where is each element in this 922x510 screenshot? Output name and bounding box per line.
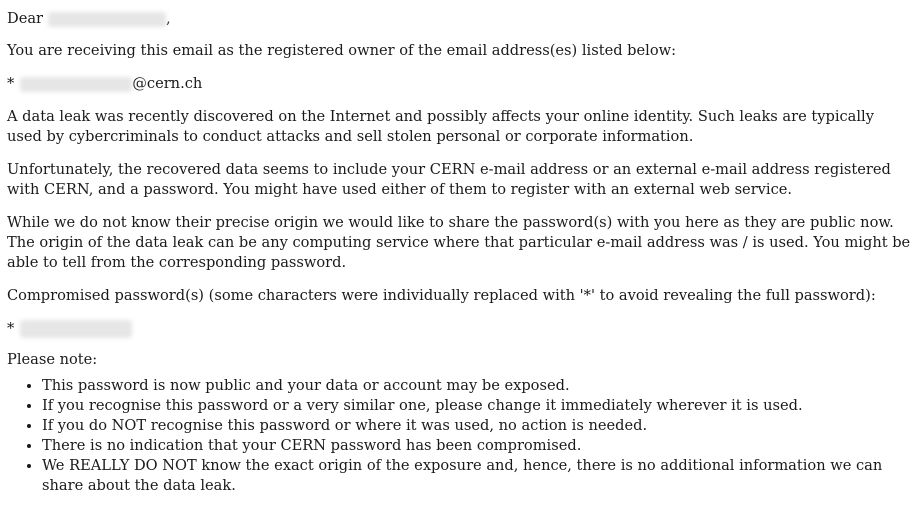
redacted-email-user [20,77,132,92]
redacted-recipient-name [48,12,166,27]
note-item: • We REALLY DO NOT know the exact origin of the exposure and, hence, there is no additional information we can share about the data leak. [42,456,912,496]
compromised-password-intro: Compromised password(s) (some characters were individually replaced with '*' to avoid revealing the full password): [7,287,876,304]
greeting-prefix: Dear [7,10,44,27]
note-item: • If you do NOT recognise this password or where it was used, no action is needed. [42,416,912,436]
note-item: • This password is now public and your data or account may be exposed. [42,376,912,396]
greeting-suffix: , [166,10,171,27]
address-domain: @cern.ch [132,75,203,92]
redacted-password [20,320,132,338]
note-item: • There is no indication that your CERN password has been compromised. [42,436,912,456]
recovered-data-text: Unfortunately, the recovered data seems to include your CERN e-mail address or an external e-mail address registered with CERN, and a password. You might have used either of them to register with an external web service. [7,161,891,198]
compromised-password [7,319,912,339]
origin-text: While we do not know their precise origin we would like to share the password(s) with you here as they are public now. The origin of the data leak can be any computing service where that particular e-mail address was / is used. You might be able to tell from the corresponding password. [7,214,911,271]
address-bullet: * [7,75,15,92]
note-list [7,376,912,496]
note-item: • If you recognise this password or a very similar one, please change it immediately wherever it is used. [42,396,912,416]
password-bullet: * [7,320,15,337]
leak-description: A data leak was recently discovered on the Internet and possibly affects your online identity. Such leaks are typically used by cybercriminals to conduct attacks and sell stolen personal or corporate information. [7,108,874,145]
intro-text: You are receiving this email as the registered owner of the email address(es) listed below: [7,42,677,59]
note-heading: Please note: [7,351,98,368]
greeting [7,9,912,29]
affected-address [7,74,912,94]
